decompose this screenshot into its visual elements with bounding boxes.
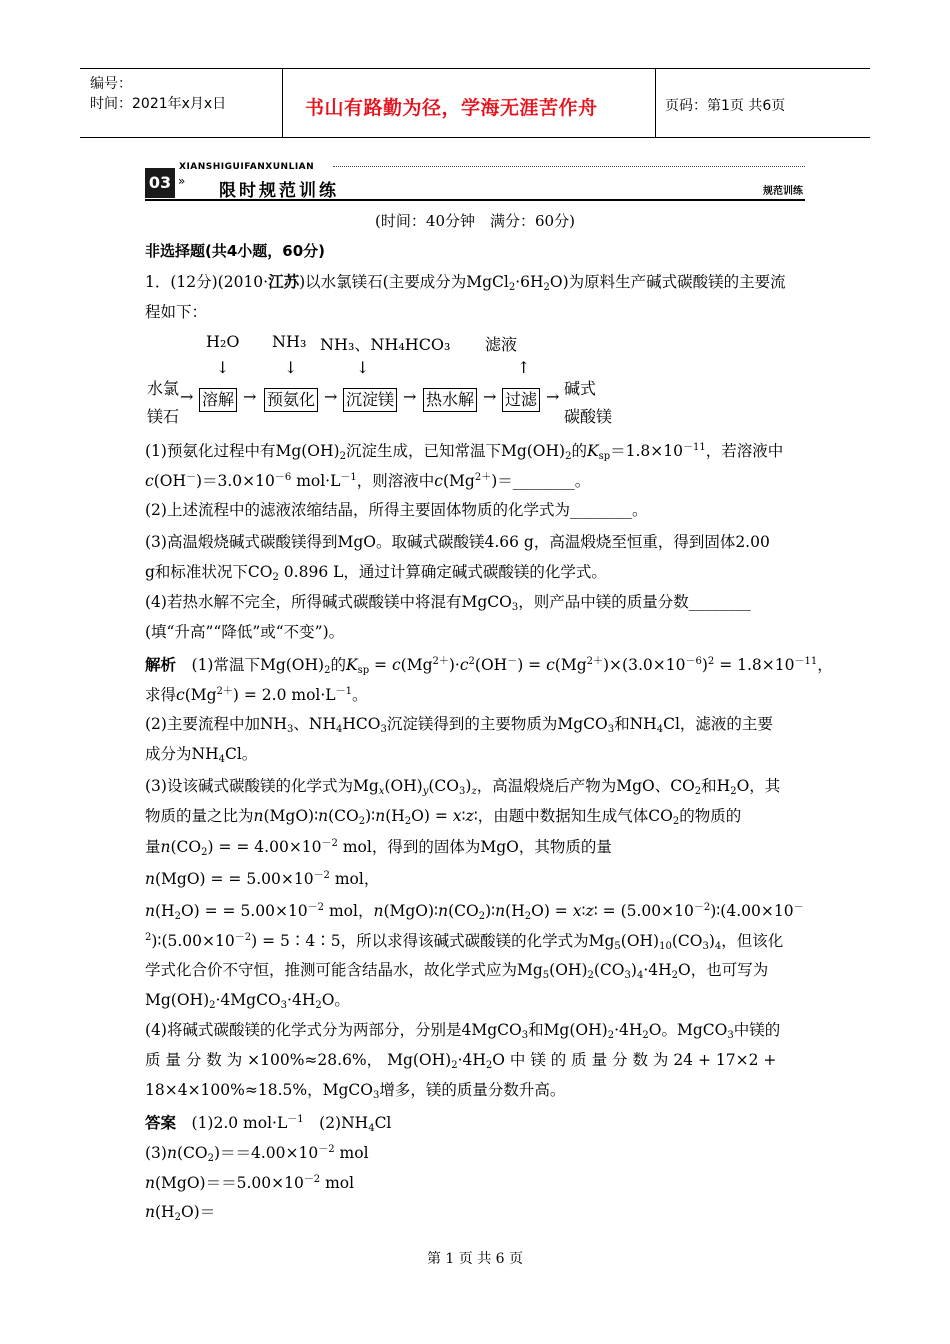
motto: 书山有路勤为径，学海无涯苦作舟 (305, 97, 598, 119)
flow-step-precipitate: 沉淀镁 (343, 388, 397, 412)
down-arrow-icon: ↓ (356, 358, 370, 377)
analysis-line-9: $n(H_2O)$ = = $5.00\times 10^{-2}$ mol，$n(MgO)∶n(CO_2)∶n(H_2O)$ = x∶z∶ = $(5.00\times 10^{-2})∶(4.00\times 10^-$ (145, 902, 804, 922)
answer-line-1: 答案 (1)2.0 $mol\cdot L^{-1}$ $(2)NH_4Cl$ (145, 1114, 392, 1134)
q1-part1-line-2: $c(OH^-)=3.0\times 10^{-6}$ $mol\cdot L^{-1}$，则溶液中$c(Mg^{2+})=\_\_\_\_\_\_\_\_$。 (145, 472, 591, 490)
right-arrow-icon: → (483, 387, 497, 406)
document-header (80, 68, 870, 138)
up-arrow-icon: ↑ (517, 358, 531, 377)
analysis-line-14: 质 量 分 数 为 ×100%≈28.6%， $Mg(OH)_2\cdot 4H_2O$ 中 镁 的 质 量 分 数 为 24 + 17×2 + (145, 1051, 777, 1071)
banner-title: 限时规范训练 (219, 181, 339, 201)
flow-start-line-2: 镁石 (147, 407, 180, 426)
flow-input-nh3: NH₃ (272, 332, 307, 351)
date-label: 时间：2021年x月x日 (90, 96, 227, 112)
analysis-line-12: $Mg(OH)_2\cdot 4MgCO_3\cdot 4H_2O$。 (145, 991, 350, 1011)
analysis-line-6: 物质的量之比为$n(MgO)∶n(CO_2)∶n(H_2O)$ = x∶z∶，由题中数据知生成气体$CO_2$的物质的 (145, 807, 742, 827)
page-label: 页码：第1页 共6页 (665, 98, 786, 114)
q1-part2: (2)上述流程中的滤液浓缩结晶，所得主要固体物质的化学式为________。 (145, 501, 648, 519)
q1-part4-line-1: (4)若热水解不完全，所得碱式碳酸镁中将混有MgCO$_3$，则产品中镁的质量分数________ (145, 593, 751, 613)
analysis-line-7: 量$n(CO_2)$ = = $4.00\times 10^{-2}$ mol，得到的固体为MgO，其物质的量 (145, 838, 612, 858)
flow-end-line-1: 碱式 (564, 379, 597, 398)
flow-output-filtrate: 滤液 (485, 335, 518, 354)
flow-step-hydrolysis: 热水解 (423, 388, 477, 412)
banner-pinyin: XIANSHIGUIFANXUNLIAN (179, 162, 315, 172)
analysis-line-4: 成分为$NH_4Cl$。 (145, 745, 258, 765)
analysis-line-3: (2)主要流程中加$NH_3$、$NH_4HCO_3$沉淀镁得到的主要物质为MgCO$_3$和$NH_4Cl$，滤液的主要 (145, 715, 773, 735)
down-arrow-icon: ↓ (216, 358, 230, 377)
page-footer: 第 1 页 共 6 页 (426, 1251, 524, 1267)
answer-line-2: $(3)n(CO_2)==4.00\times 10^{-2}$ mol (145, 1144, 369, 1164)
analysis-line-11: 学式化合价不守恒，推测可能含结晶水，故化学式应为$Mg_5(OH)_2(CO_3)_4\cdot 4H_2O$，也可写为 (145, 961, 769, 981)
number-label: 编号： (90, 76, 132, 92)
analysis-line-1: 解析 (1)常温下$Mg(OH)_2$的$K_{sp} = c(Mg^{2+})\cdot c^2(OH^-) = c(Mg^{2+})\times(3.0\times 10^{-6})^2 = 1.8\times 10^{-11}$， (145, 656, 833, 676)
right-arrow-icon: → (180, 387, 194, 406)
chevron-icon: » (178, 174, 186, 188)
section-number-badge: 03 (145, 168, 175, 198)
analysis-line-15: 18×4×100%≈18.5%，MgCO$_3$增多，镁的质量分数升高。 (145, 1081, 566, 1101)
flow-end-line-2: 碳酸镁 (564, 407, 613, 426)
q1-part1-line-1: (1)预氨化过程中有$Mg(OH)_2$沉淀生成，已知常温下$Mg(OH)_2$的$K_{sp}=1.8\times 10^{-11}$，若溶液中 (145, 442, 784, 462)
q1-part3-line-2: g和标准状况下$CO_2$ 0.896 L，通过计算确定碱式碳酸镁的化学式。 (145, 563, 607, 583)
flow-start-line-1: 水氯 (147, 379, 180, 398)
analysis-line-13: (4)将碱式碳酸镁的化学式分为两部分，分别是4MgCO$_3$和$Mg(OH)_2\cdot 4H_2O$。MgCO$_3$中镁的 (145, 1021, 781, 1041)
analysis-line-5: (3)设该碱式碳酸镁的化学式为$Mg_x(OH)_y(CO_3)_z$，高温煅烧后产物为MgO、$CO_2$和$H_2O$，其 (145, 777, 781, 797)
answer-line-3: $n(MgO)==5.00\times 10^{-2}$ mol (145, 1174, 355, 1192)
flow-step-filter: 过滤 (502, 388, 540, 412)
analysis-line-10: $^2)∶(5.00\times 10^{-2})$ = 5∶4∶5，所以求得该碱式碳酸镁的化学式为$Mg_5(OH)_{10}(CO_3)_4$，但该化 (145, 932, 784, 952)
right-arrow-icon: → (243, 387, 257, 406)
right-arrow-icon: → (546, 387, 560, 406)
flow-step-preammoniation: 预氨化 (264, 388, 318, 412)
banner-right-label: 规范训练 (763, 186, 803, 197)
time-score-info: (时间：40分钟 满分：60分) (375, 212, 575, 230)
section-banner (145, 160, 805, 200)
header-motto-cell (282, 69, 656, 137)
q1-part3-line-1: (3)高温煅烧碱式碳酸镁得到MgO。取碱式碳酸镁4.66 g，高温煅烧至恒重，得到固体2.00 (145, 533, 770, 551)
right-arrow-icon: → (403, 387, 417, 406)
flow-step-dissolve: 溶解 (199, 388, 237, 412)
q1-line-2: 程如下： (145, 303, 208, 321)
analysis-line-2: 求得$c(Mg^{2+}) = 2.0$ $mol\cdot L^{-1}$。 (145, 686, 368, 704)
right-arrow-icon: → (324, 387, 338, 406)
section-title: 非选择题(共4小题，60分) (145, 242, 326, 260)
flow-input-nh3-nh4hco3: NH₃、NH₄HCO₃ (320, 335, 451, 354)
q1-part4-line-2: (填“升高”“降低”或“不变”)。 (145, 623, 345, 641)
header-meta-cell (80, 69, 282, 137)
analysis-line-8: n(MgO) = = $5.00\times 10^{-2}$ mol， (145, 870, 380, 888)
answer-line-4: $n(H_2O)=$ (145, 1203, 216, 1223)
down-arrow-icon: ↓ (284, 358, 298, 377)
flow-input-h2o: H₂O (206, 332, 240, 351)
q1-line-1: 1．(12分)(2010·江苏)以水氯镁石(主要成分为$MgCl_2\cdot 6H_2O$)为原料生产碱式碳酸镁的主要流 (145, 272, 786, 293)
banner-underline (145, 199, 805, 201)
dotted-divider (333, 166, 805, 167)
header-page-cell (655, 69, 870, 137)
